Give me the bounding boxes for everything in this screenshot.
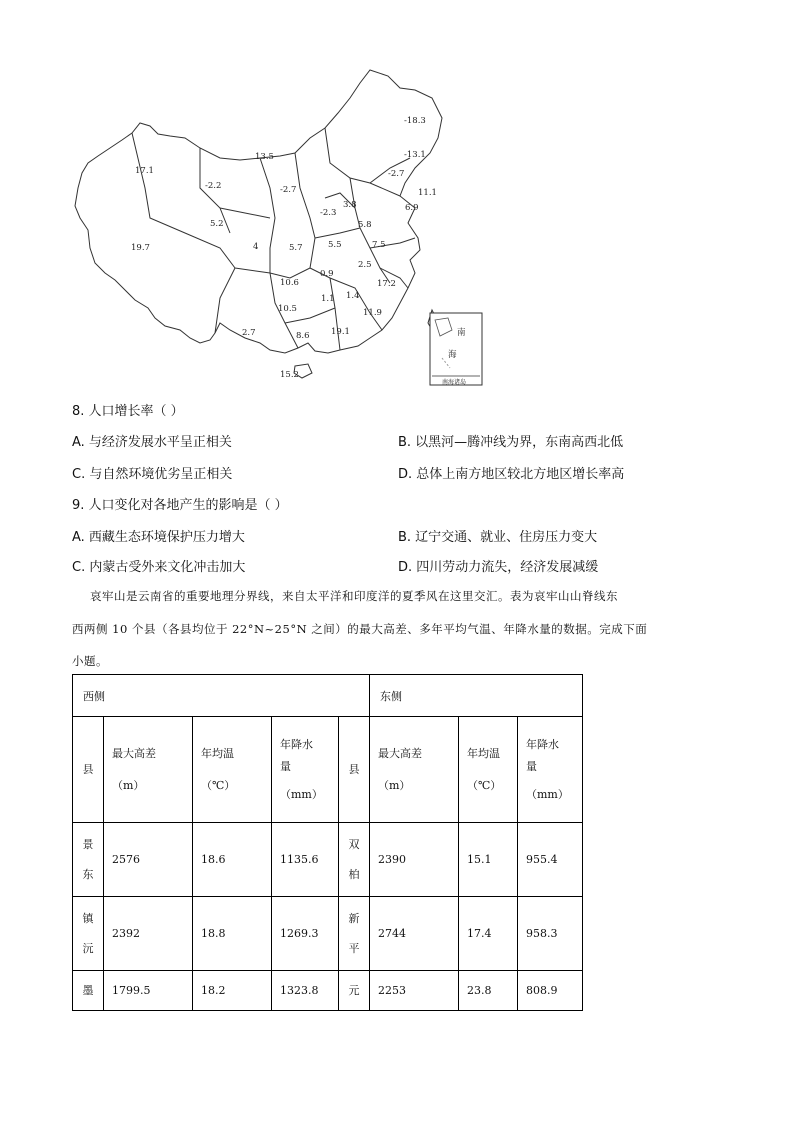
region-value: 5.5 xyxy=(328,240,342,250)
region-value: -2.3 xyxy=(320,208,337,218)
east-max-height: 2744 xyxy=(370,897,459,971)
west-side-header: 西侧 xyxy=(73,675,370,717)
west-precip: 1135.6 xyxy=(272,823,339,897)
col-header-temp xyxy=(193,717,272,823)
region-value: 5.7 xyxy=(289,243,303,253)
table-row xyxy=(73,897,583,971)
county-char: 镇 xyxy=(82,911,94,925)
china-population-map xyxy=(70,68,490,388)
table-row xyxy=(73,823,583,897)
west-avg-temp: 18.2 xyxy=(193,971,272,1011)
col-header-county: 县 xyxy=(339,717,370,823)
east-avg-temp: 15.1 xyxy=(459,823,518,897)
west-county-name xyxy=(73,823,104,897)
east-max-height: 2253 xyxy=(370,971,459,1011)
col-header-precip xyxy=(272,717,339,823)
col-header-precip-line3: （mm） xyxy=(526,787,569,801)
county-char: 双 xyxy=(348,837,360,851)
col-header-temp-line2: （℃） xyxy=(467,778,502,792)
region-value: 19.7 xyxy=(131,243,150,253)
east-avg-temp: 23.8 xyxy=(459,971,518,1011)
col-header-height xyxy=(104,717,193,823)
question-9-stem: 9. 人口变化对各地产生的影响是（ ） xyxy=(72,498,288,513)
region-value: 3.8 xyxy=(343,200,357,210)
east-max-height: 2390 xyxy=(370,823,459,897)
passage-line-2: 西两侧 10 个县（各县均位于 22°N~25°N 之间）的最大高差、多年平均气温、年降水量的数据。完成下面 xyxy=(72,622,648,636)
col-header-temp-line1: 年均温 xyxy=(201,746,234,760)
region-value: 11.1 xyxy=(418,188,437,198)
col-header-precip xyxy=(518,717,583,823)
east-county-name xyxy=(339,823,370,897)
east-county-name xyxy=(339,897,370,971)
east-precip: 808.9 xyxy=(518,971,583,1011)
east-side-header: 东侧 xyxy=(370,675,583,717)
region-value: 19.1 xyxy=(331,327,350,337)
region-value: -2.7 xyxy=(388,169,405,179)
west-precip: 1323.8 xyxy=(272,971,339,1011)
west-max-height: 2392 xyxy=(104,897,193,971)
region-value: 5.2 xyxy=(210,219,224,229)
region-value: 0.9 xyxy=(320,269,334,279)
east-avg-temp: 17.4 xyxy=(459,897,518,971)
county-data-table xyxy=(72,674,583,1011)
col-header-height-line2: （m） xyxy=(112,778,145,792)
passage-line-1: 哀牢山是云南省的重要地理分界线，来自太平洋和印度洋的夏季风在这里交汇。表为哀牢山山脊线东 xyxy=(90,589,618,603)
region-value: -18.3 xyxy=(404,116,426,126)
region-value: 2.7 xyxy=(242,328,256,338)
col-header-precip-line2: 量 xyxy=(526,759,537,773)
region-value: 13.5 xyxy=(255,152,274,162)
county-char: 墨 xyxy=(82,983,94,997)
county-char: 景 xyxy=(82,837,94,851)
question-9-option-b[interactable]: B. 辽宁交通、就业、住房压力变大 xyxy=(398,530,598,545)
question-8-option-b[interactable]: B. 以黑河—腾冲线为界，东南高西北低 xyxy=(398,435,624,450)
west-precip: 1269.3 xyxy=(272,897,339,971)
col-header-precip-line2: 量 xyxy=(280,759,291,773)
county-char: 元 xyxy=(348,983,360,997)
region-value: 15.2 xyxy=(280,370,299,380)
east-precip: 955.4 xyxy=(518,823,583,897)
region-value: 10.6 xyxy=(280,278,299,288)
region-value: 11.9 xyxy=(363,308,382,318)
question-8-option-d[interactable]: D. 总体上南方地区较北方地区增长率高 xyxy=(398,467,625,482)
region-value: 17.2 xyxy=(377,279,396,289)
table-row xyxy=(73,971,583,1011)
region-value: -2.2 xyxy=(205,181,222,191)
col-header-precip-line3: （mm） xyxy=(280,787,323,801)
map-inset-caption: 南海诸岛 xyxy=(442,379,467,386)
county-char: 新 xyxy=(348,911,360,925)
question-8-option-a[interactable]: A. 与经济发展水平呈正相关 xyxy=(72,435,232,450)
map-inset-label: 海 xyxy=(448,350,457,360)
col-header-height xyxy=(370,717,459,823)
region-value: 10.5 xyxy=(278,304,297,314)
col-header-height-line1: 最大高差 xyxy=(378,746,422,760)
county-char: 柏 xyxy=(348,867,360,881)
col-header-temp xyxy=(459,717,518,823)
region-value: 4 xyxy=(253,242,259,252)
col-header-height-line2: （m） xyxy=(378,778,411,792)
region-value: 7.5 xyxy=(372,240,386,250)
question-9-option-d[interactable]: D. 四川劳动力流失，经济发展减缓 xyxy=(398,560,599,575)
region-value: 2.5 xyxy=(358,260,372,270)
region-value: -2.7 xyxy=(280,185,297,195)
east-county-name xyxy=(339,971,370,1011)
question-9-option-c[interactable]: C. 内蒙古受外来文化冲击加大 xyxy=(72,560,246,575)
col-header-precip-line1: 年降水 xyxy=(280,737,313,751)
west-avg-temp: 18.6 xyxy=(193,823,272,897)
col-header-temp-line1: 年均温 xyxy=(467,746,500,760)
col-header-precip-line1: 年降水 xyxy=(526,737,559,751)
west-avg-temp: 18.8 xyxy=(193,897,272,971)
region-value: 17.1 xyxy=(135,166,154,176)
passage-line-3: 小题。 xyxy=(72,654,108,668)
region-value: 1.1 xyxy=(321,294,335,304)
west-max-height: 2576 xyxy=(104,823,193,897)
col-header-temp-line2: （℃） xyxy=(201,778,236,792)
west-max-height: 1799.5 xyxy=(104,971,193,1011)
region-value: 1.4 xyxy=(346,291,360,301)
region-value: 6.9 xyxy=(405,203,419,213)
question-8-option-c[interactable]: C. 与自然环境优劣呈正相关 xyxy=(72,467,233,482)
map-inset-label: 南 xyxy=(457,328,466,338)
question-9-option-a[interactable]: A. 西藏生态环境保护压力增大 xyxy=(72,530,245,545)
west-county-name xyxy=(73,897,104,971)
county-char: 沅 xyxy=(82,941,94,955)
county-char: 平 xyxy=(348,941,360,955)
question-8-stem: 8. 人口增长率（ ） xyxy=(72,404,184,419)
county-char: 东 xyxy=(82,867,94,881)
china-outline xyxy=(70,68,490,388)
east-precip: 958.3 xyxy=(518,897,583,971)
region-value: -13.1 xyxy=(404,150,426,160)
region-value: 8.6 xyxy=(296,331,310,341)
col-header-height-line1: 最大高差 xyxy=(112,746,156,760)
col-header-county: 县 xyxy=(73,717,104,823)
region-value: 5.8 xyxy=(358,220,372,230)
west-county-name xyxy=(73,971,104,1011)
